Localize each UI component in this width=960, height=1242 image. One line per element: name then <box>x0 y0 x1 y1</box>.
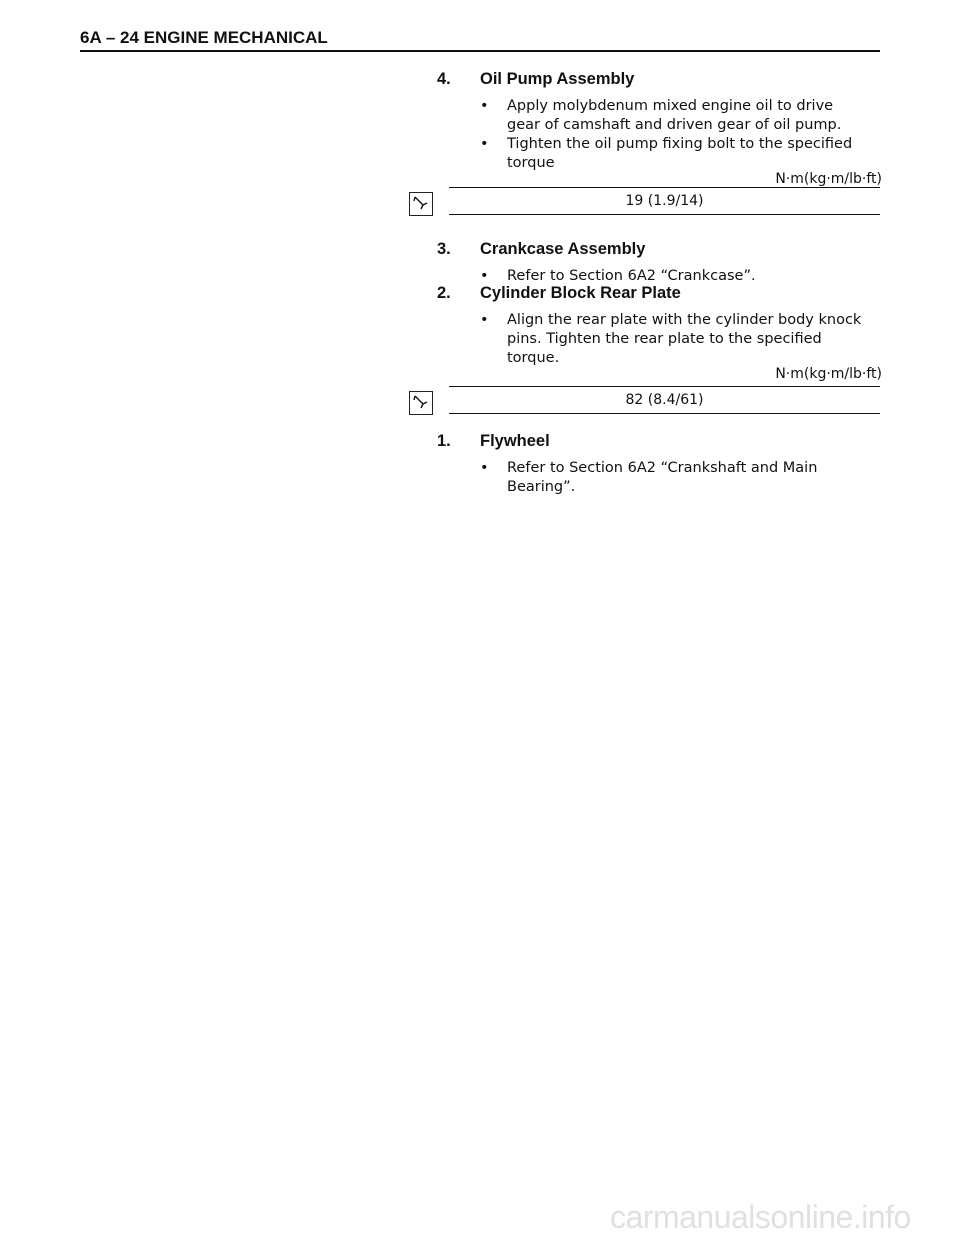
torque-units: N·m(kg·m/lb·ft) <box>775 366 882 382</box>
bullet-list <box>437 97 882 173</box>
section-heading <box>437 240 882 259</box>
bullet-list <box>437 311 882 368</box>
section-title: Oil Pump Assembly <box>480 70 635 88</box>
section-oil-pump-assembly <box>437 70 882 187</box>
bullet-icon: • <box>480 312 489 328</box>
watermark: carmanualsonline.info <box>610 1199 911 1235</box>
section-cylinder-block-rear-plate <box>437 284 882 382</box>
section-title: Cylinder Block Rear Plate <box>480 284 681 302</box>
section-title: Flywheel <box>480 432 550 450</box>
list-item: • Refer to Section 6A2 “Crankshaft and Main Bearing”. <box>480 460 818 495</box>
section-number: 3. <box>437 240 451 258</box>
torque-wrench-icon <box>409 192 433 216</box>
section-heading <box>437 284 882 303</box>
torque-value-box <box>449 187 880 215</box>
section-heading <box>437 432 882 451</box>
torque-value-box <box>449 386 880 414</box>
list-item: • Refer to Section 6A2 “Crankcase”. <box>480 268 756 284</box>
bullet-icon: • <box>480 460 489 476</box>
page-header <box>80 28 880 52</box>
bullet-icon: • <box>480 98 489 114</box>
section-number: 1. <box>437 432 451 450</box>
list-item: • Apply molybdenum mixed engine oil to drive gear of camshaft and driven gear of oil pump. <box>480 98 842 133</box>
torque-wrench-icon <box>409 391 433 415</box>
torque-value: 82 (8.4/61) <box>625 392 704 408</box>
section-crankcase-assembly <box>437 240 882 286</box>
bullet-icon: • <box>480 268 489 284</box>
list-item: • Tighten the oil pump fixing bolt to the specified torque <box>480 136 853 171</box>
section-flywheel <box>437 432 882 497</box>
torque-units: N·m(kg·m/lb·ft) <box>775 171 882 187</box>
bullet-list <box>437 459 882 497</box>
section-number: 4. <box>437 70 451 88</box>
bullet-icon: • <box>480 136 489 152</box>
section-title: Crankcase Assembly <box>480 240 646 258</box>
torque-value: 19 (1.9/14) <box>625 193 704 209</box>
section-number: 2. <box>437 284 451 302</box>
list-item: • Align the rear plate with the cylinder body knock pins. Tighten the rear plate to the specified torque. <box>480 312 862 366</box>
page-title: 6A – 24 ENGINE MECHANICAL <box>80 28 328 47</box>
section-heading <box>437 70 882 89</box>
